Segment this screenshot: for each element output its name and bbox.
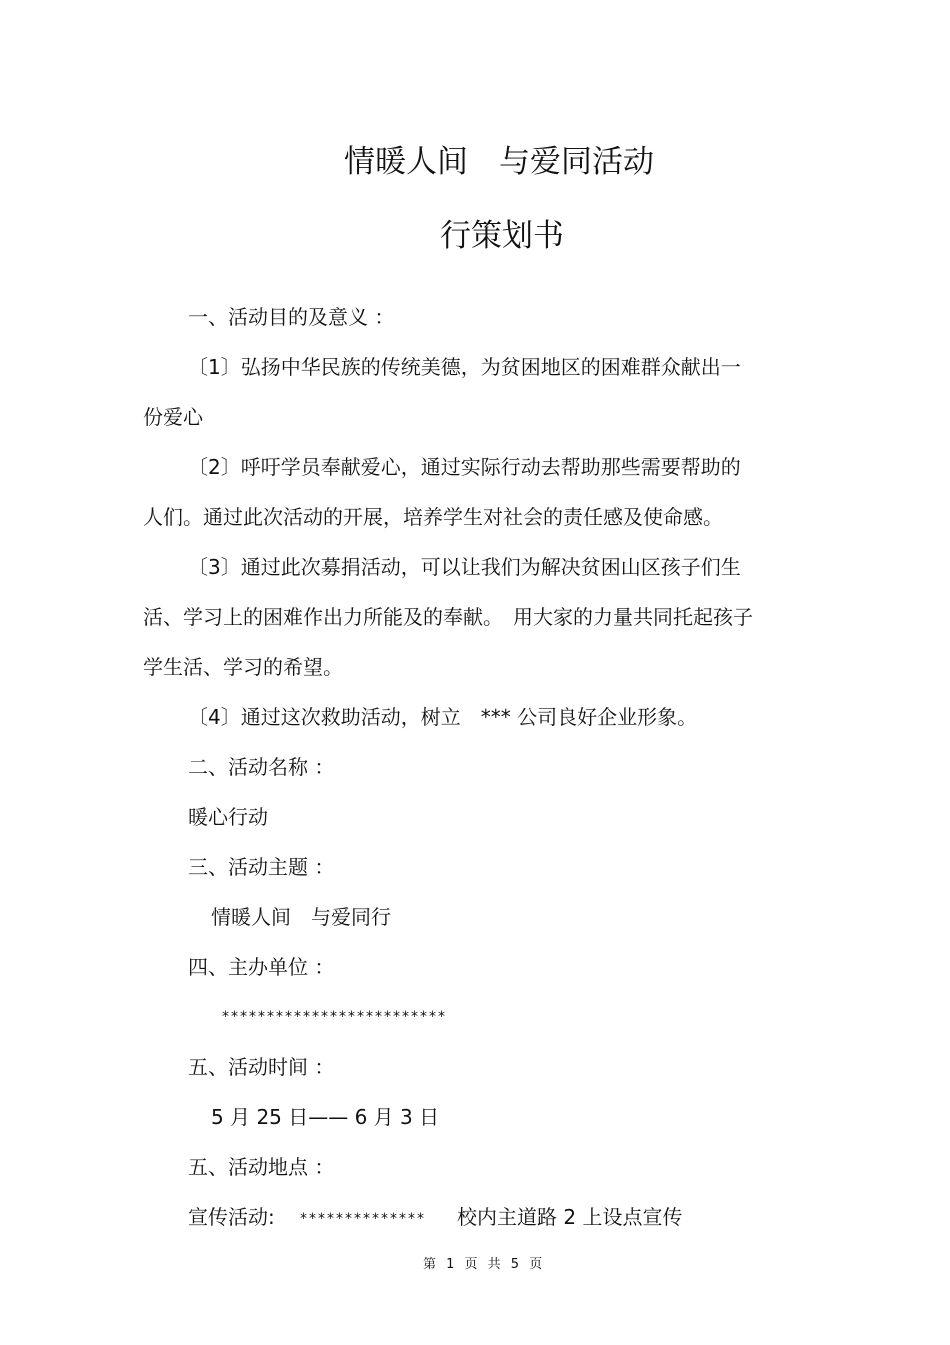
location-heading: 五、活动地点 ： <box>188 1155 335 1179</box>
organizer-value: ************************* <box>222 1009 447 1025</box>
organizer-heading: 四、主办单位 ： <box>188 955 335 979</box>
location-value-place: 校内主道路 2 上设点宣传 <box>457 1205 683 1229</box>
name-heading: 二、活动名称 ： <box>188 755 335 779</box>
theme-heading: 三、活动主题 ： <box>188 855 335 879</box>
purpose-item-4: 〔4〕通过这次救助活动，树立 *** 公司良好企业形象。 <box>188 705 698 729</box>
location-value-mask: ************** <box>300 1211 426 1227</box>
purpose-item-1-line-1: 〔1〕弘扬中华民族的传统美德，为贫困地区的困难群众献出一 <box>188 355 741 379</box>
theme-value: 情暖人间 与爱同行 <box>211 905 391 929</box>
name-value: 暖心行动 <box>188 805 268 829</box>
purpose-item-3-line-3: 学生活、学习的希望。 <box>143 655 343 679</box>
purpose-heading: 一、活动目的及意义 ： <box>188 305 395 329</box>
purpose-item-1-line-2: 份爱心 <box>143 405 203 429</box>
location-value-label: 宣传活动: <box>188 1205 275 1229</box>
time-heading: 五、活动时间 ： <box>188 1055 335 1079</box>
purpose-item-3-line-1: 〔3〕通过此次募捐活动，可以让我们为解决贫困山区孩子们生 <box>188 555 741 579</box>
time-value: 5 月 25 日—— 6 月 3 日 <box>211 1105 440 1129</box>
page-footer: 第 1 页 共 5 页 <box>423 1257 546 1272</box>
purpose-item-2-line-1: 〔2〕呼吁学员奉献爱心，通过实际行动去帮助那些需要帮助的 <box>188 455 741 479</box>
document-title-line-1: 情暖人间 与爱同活动 <box>344 144 654 180</box>
purpose-item-2-line-2: 人们。通过此次活动的开展，培养学生对社会的责任感及使命感。 <box>143 505 723 529</box>
purpose-item-3-line-2: 活、学习上的困难作出力所能及的奉献。 用大家的力量共同托起孩子 <box>143 605 753 629</box>
document-title-line-2: 行策划书 <box>440 218 564 254</box>
